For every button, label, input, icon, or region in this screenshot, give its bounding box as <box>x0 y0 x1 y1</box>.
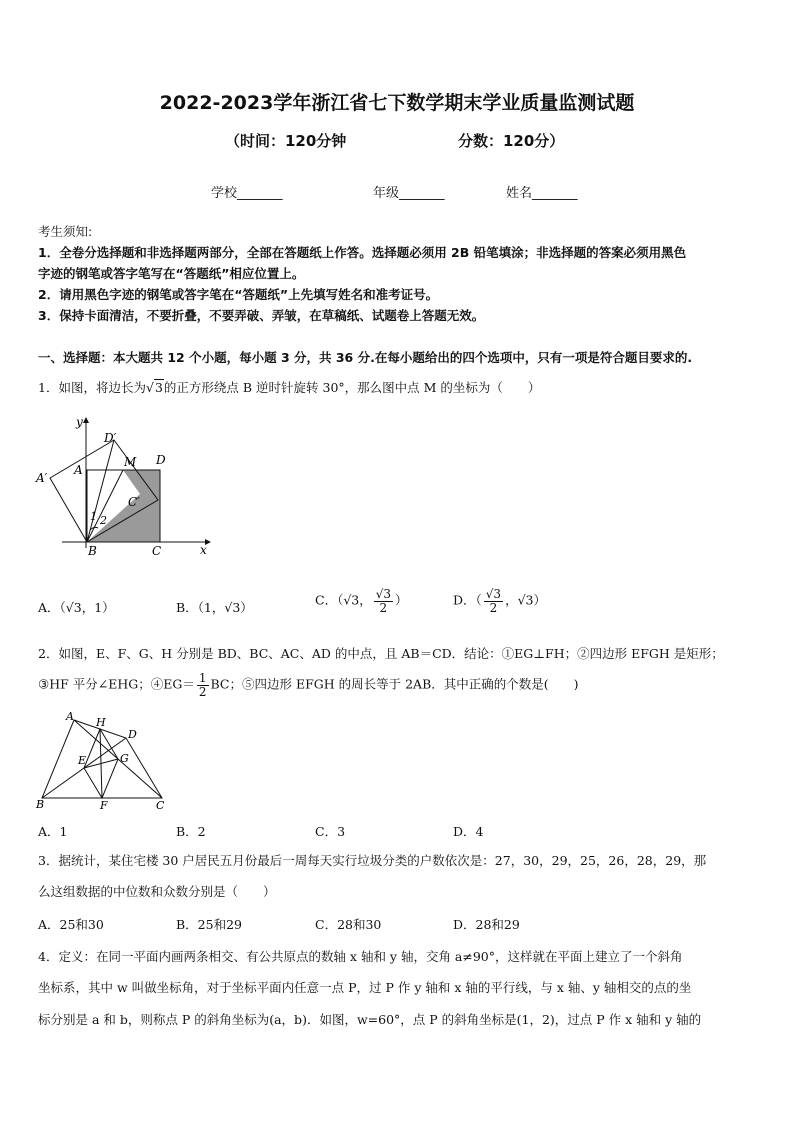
label-angle-1: 1 <box>90 510 97 523</box>
q1-option-b[interactable]: B．（1，√3） <box>176 600 253 615</box>
label-x: x <box>200 543 207 557</box>
section-heading: 一、选择题：本大题共 12 个小题，每小题 3 分，共 36 分.在每小题给出的四个选项中，只有一项是符合题目要求的. <box>38 350 693 365</box>
q1-option-c-start: C．（√3， <box>315 592 372 608</box>
sqrt-symbol: √ <box>145 380 154 395</box>
label-y: y <box>76 415 83 429</box>
label-c-prime: C′ <box>128 495 140 509</box>
label-m: M <box>124 455 137 469</box>
q1-option-a[interactable]: A．（√3，1） <box>38 600 115 615</box>
label-a: A <box>66 710 74 723</box>
label-g: G <box>120 752 129 765</box>
question-2-line1: 2．如图，E、F、G、H 分别是 BD、BC、AC、AD 的中点，且 AB＝CD．结论：①EG⊥FH；②四边形 EFGH 是矩形； <box>38 646 724 661</box>
school-field[interactable]: 学校_______ <box>211 186 283 201</box>
q1-stem-post: 的正方形绕点 B 逆时针旋转 30°，那么图中点 M 的坐标为（ ） <box>163 380 541 395</box>
fraction: $\frac{1}{2}$ <box>198 671 207 699</box>
q1-option-d[interactable] <box>453 588 546 614</box>
q1-figure <box>32 412 217 558</box>
label-c: C <box>156 799 165 812</box>
q1-option-c-end: ） <box>395 592 408 608</box>
question-4-line3: 标分别是 a 和 b，则称点 P 的斜角坐标为(a，b)．如图，w=60°，点 P 的斜角坐标是(1，2)，过点 P 作 x 轴和 y 轴的 <box>38 1012 702 1027</box>
grade-field[interactable]: 年级_______ <box>373 186 445 201</box>
notice-item: 3．保持卡面清洁，不要折叠，不要弄破、弄皱，在草稿纸、试题卷上答题无效。 <box>38 308 485 323</box>
q2-line2-post: BC；⑤四边形 EFGH 的周长等于 2AB．其中正确的个数是( ) <box>210 676 579 692</box>
question-4-line1: 4．定义：在同一平面内画两条相交、有公共原点的数轴 x 轴和 y 轴，交角 a≠90°，这样就在平面上建立了一个斜角 <box>38 949 683 964</box>
label-a-prime: A′ <box>36 471 48 485</box>
q2-line2-pre: ③HF 平分∠EHG；④EG＝ <box>38 676 195 692</box>
label-f: F <box>100 799 108 812</box>
notice-item: 1．全卷分选择题和非选择题两部分，全部在答题纸上作答。选择题必须用 2B 铅笔填涂；非选择题的答案必须用黑色 <box>38 245 687 260</box>
label-angle-2: 2 <box>100 514 107 527</box>
fraction: $\frac{√3}{2}$ <box>375 587 392 615</box>
name-field[interactable]: 姓名_______ <box>506 186 578 201</box>
q1-root: 3 <box>154 380 163 395</box>
exam-time: （时间：120分钟 <box>225 132 347 150</box>
label-c: C <box>152 544 162 558</box>
label-d-prime: D′ <box>104 431 117 445</box>
exam-score: 分数：120分） <box>458 132 565 150</box>
notice-item: 字迹的钢笔或答字笔写在“答题纸”相应位置上。 <box>38 266 305 281</box>
question-3-line1: 3．据统计，某住宅楼 30 户居民五月份最后一周每天实行垃圾分类的户数依次是：27，30，29，25，26，28，29，那 <box>38 853 707 868</box>
question-4-line2: 坐标系，其中 w 叫做坐标角，对于坐标平面内任意一点 P，过 P 作 y 轴和 x 轴的平行线，与 x 轴、y 轴相交的点的坐 <box>38 980 692 995</box>
page-title: 2022-2023学年浙江省七下数学期末学业质量监测试题 <box>159 92 635 114</box>
q2-figure <box>32 710 172 814</box>
notice-heading: 考生须知: <box>38 224 93 239</box>
q3-option-a[interactable]: A．25和30 <box>38 917 104 932</box>
question-1-stem <box>38 380 540 396</box>
q1-stem-pre: 1．如图，将边长为 <box>38 380 146 395</box>
q2-option-c[interactable]: C．3 <box>315 824 346 839</box>
fraction: $\frac{√3}{2}$ <box>485 587 502 615</box>
shaded-region <box>87 470 160 542</box>
label-e: E <box>78 754 87 767</box>
q2-option-a[interactable]: A．1 <box>38 824 68 839</box>
label-d: D <box>156 453 166 467</box>
q1-option-d-end: ，√3） <box>505 592 546 608</box>
question-2-line2 <box>38 672 579 698</box>
q2-option-b[interactable]: B．2 <box>176 824 206 839</box>
q3-option-b[interactable]: B．25和29 <box>176 917 242 932</box>
notice-item: 2．请用黑色字迹的钢笔或答字笔在“答题纸”上先填写姓名和准考证号。 <box>38 287 439 302</box>
q2-option-d[interactable]: D．4 <box>453 824 484 839</box>
label-b: B <box>88 544 97 558</box>
q3-option-d[interactable]: D．28和29 <box>453 917 520 932</box>
label-a: A <box>74 463 83 477</box>
label-b: B <box>36 798 45 811</box>
label-d: D <box>128 728 137 741</box>
label-h: H <box>96 716 106 729</box>
question-3-line2: 么这组数据的中位数和众数分别是（ ） <box>38 884 276 899</box>
q1-option-d-start: D．（ <box>453 592 482 608</box>
q1-option-c[interactable] <box>315 588 408 614</box>
q3-option-c[interactable]: C．28和30 <box>315 917 382 932</box>
